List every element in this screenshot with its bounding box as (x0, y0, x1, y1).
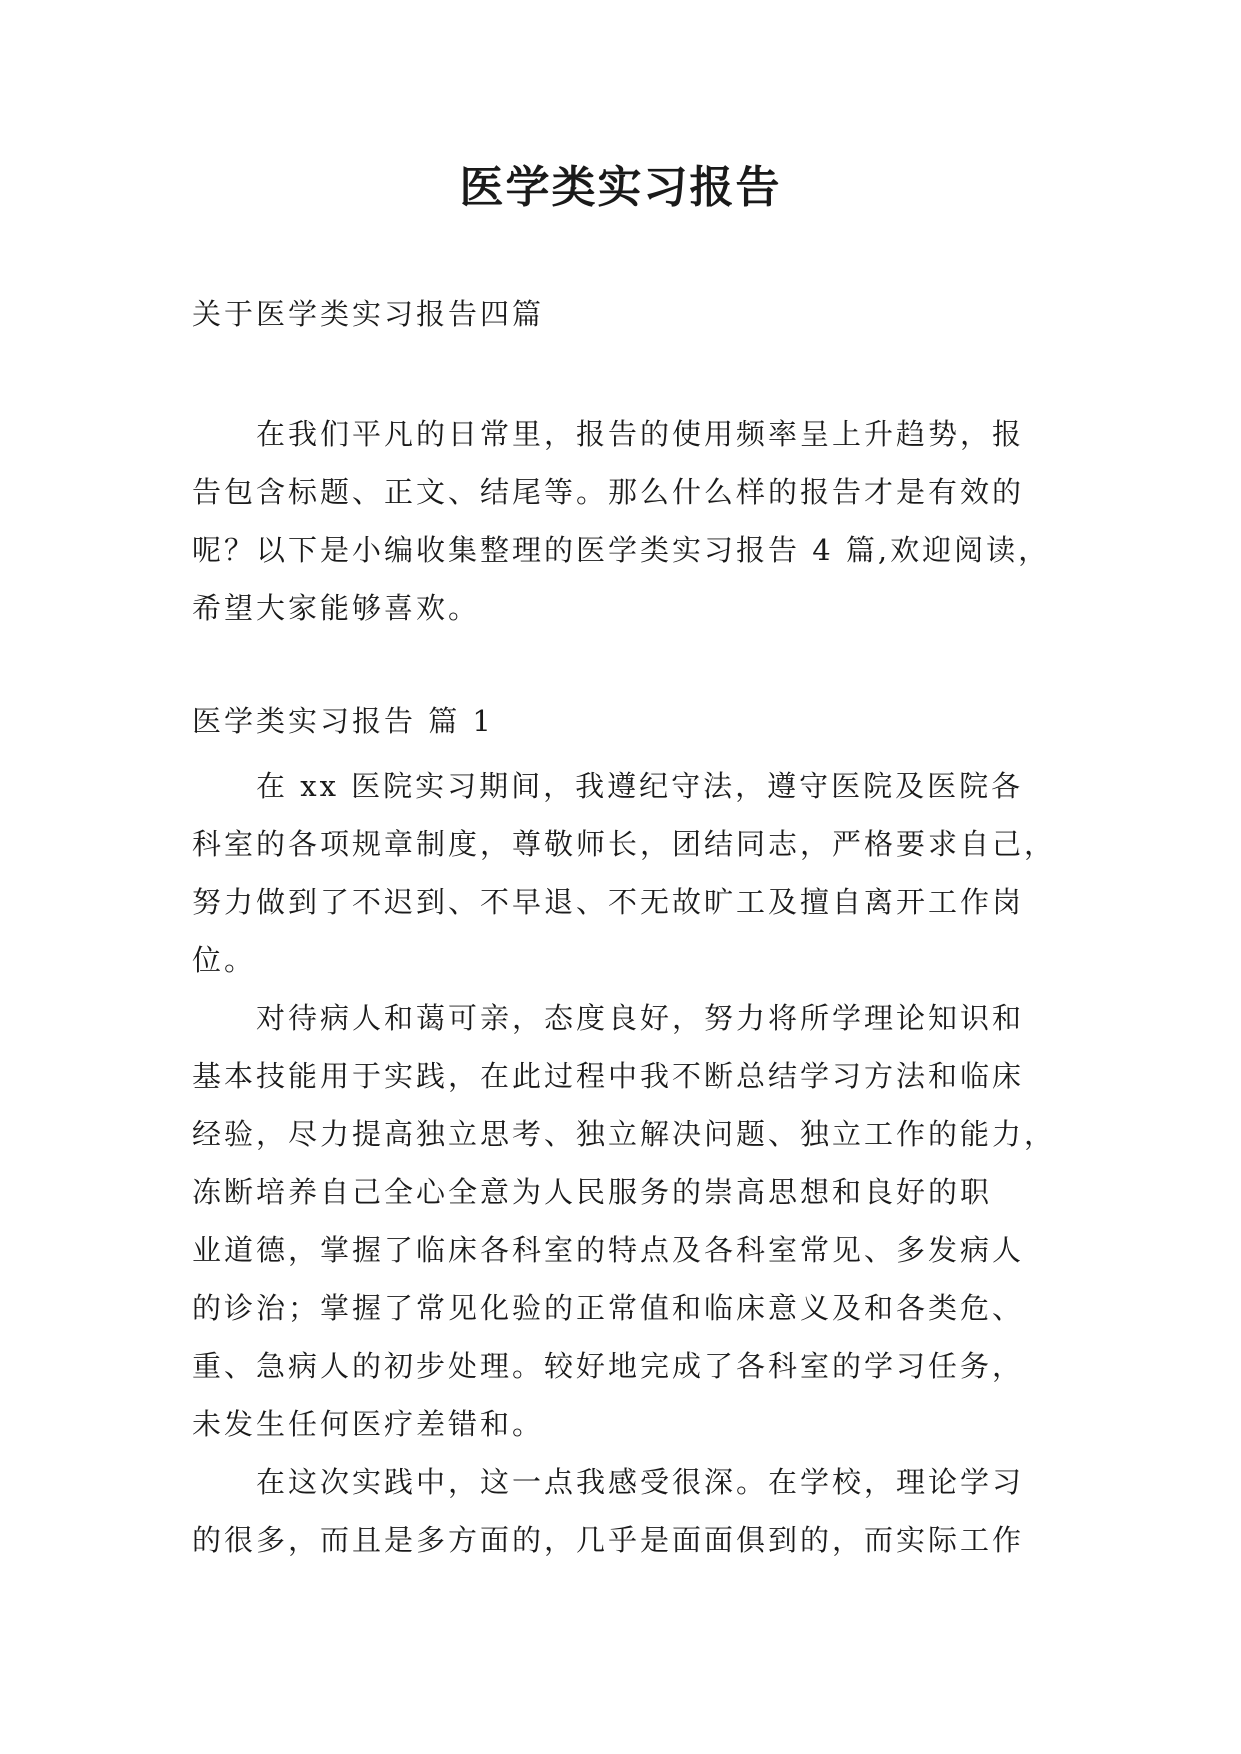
intro-paragraph (192, 405, 1052, 637)
paragraph-line: 在这次实践中，这一点我感受很深。在学校，理论学习 (256, 1465, 1025, 1499)
document-title: 医学类实习报告 (459, 162, 782, 213)
body-paragraph-1 (192, 757, 1057, 989)
paragraph-line: 经验，尽力提高独立思考、独立解决问题、独立工作的能力， (192, 1117, 1057, 1151)
paragraph-line: 业道德，掌握了临床各科室的特点及各科室常见、多发病人 (192, 1233, 1025, 1267)
section-heading: 医学类实习报告 篇 1 (192, 704, 494, 738)
paragraph-line: 重、急病人的初步处理。较好地完成了各科室的学习任务， (192, 1349, 1025, 1383)
paragraph-line: 努力做到了不迟到、不早退、不无故旷工及擅自离开工作岗 (192, 885, 1025, 919)
paragraph-line: 未发生任何医疗差错和。 (192, 1407, 545, 1441)
intro-line: 希望大家能够喜欢。 (192, 591, 481, 625)
paragraph-line: 科室的各项规章制度，尊敬师长，团结同志，严格要求自己， (192, 827, 1057, 861)
paragraph-line: 在 xx 医院实习期间，我遵纪守法，遵守医院及医院各 (256, 769, 1024, 803)
paragraph-line: 的诊治；掌握了常见化验的正常值和临床意义及和各类危、 (192, 1291, 1025, 1325)
body-paragraph-2 (192, 989, 1057, 1453)
paragraph-line: 基本技能用于实践，在此过程中我不断总结学习方法和临床 (192, 1059, 1025, 1093)
paragraph-line: 冻断培养自己全心全意为人民服务的崇高思想和良好的职 (192, 1175, 993, 1209)
paragraph-line: 位。 (192, 943, 257, 977)
intro-line: 在我们平凡的日常里，报告的使用频率呈上升趋势，报 (256, 417, 1025, 451)
body-paragraph-3 (192, 1453, 1052, 1569)
intro-line: 告包含标题、正文、结尾等。那么什么样的报告才是有效的 (192, 475, 1025, 509)
intro-line: 呢？以下是小编收集整理的医学类实习报告 4 篇,欢迎阅读， (192, 533, 1051, 567)
paragraph-line: 对待病人和蔼可亲，态度良好，努力将所学理论知识和 (256, 1001, 1025, 1035)
document-subtitle: 关于医学类实习报告四篇 (192, 297, 545, 331)
paragraph-line: 的很多，而且是多方面的，几乎是面面俱到的，而实际工作 (192, 1523, 1025, 1557)
